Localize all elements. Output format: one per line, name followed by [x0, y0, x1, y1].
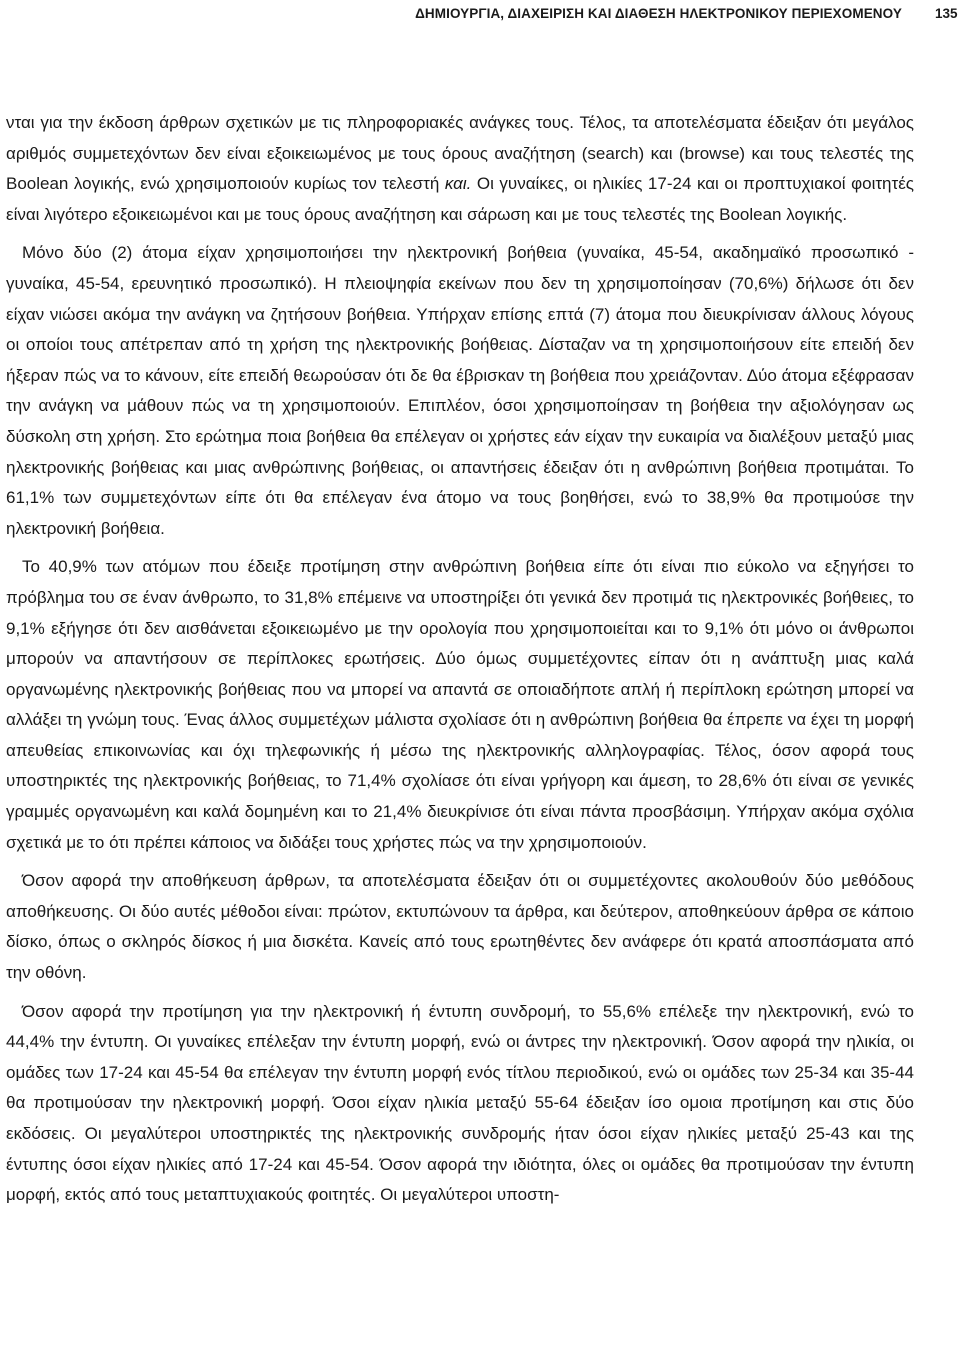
paragraph-1: [6, 108, 914, 230]
paragraph-5: Όσον αφορά την προτίμηση για την ηλεκτρονική ή έντυπη συνδρομή, το 55,6% επέλεξε την ηλεκτρονική, ενώ το 44,4% την έντυπη. Οι γυναίκες επέλεξαν την έντυπη μορφή, ενώ οι άντρες την ηλεκτρονική. Όσον αφορά την ηλικία, οι ομάδες των 17-24 και 45-54 θα επέλεγαν την έντυπη μορφή ενός τίτλου περιοδικού, ενώ οι ομάδες των 25-34 και 35-44 θα προτιμούσαν την ηλεκτρονική μορφή. Όσοι είχαν ηλικία μεταξύ 55-64 έδειξαν ίσο ομοια προτίμηση και στις δύο εκδόσεις. Οι μεγαλύτεροι υποστηρικτές της ηλεκτρονικής συνδρομής ήταν όσοι είχαν ηλικίες μεταξύ 25-43 και της έντυπης όσοι είχαν ηλικίες από 17-24 και 45-54. Όσον αφορά την ιδιότητα, όλες οι ομάδες θα προτιμούσαν την έντυπη μορφή, εκτός από τους μεταπτυχιακούς φοιτητές. Οι μεγαλύτεροι υποστη-: [6, 1001, 914, 1205]
page-number: 135: [935, 5, 958, 21]
running-header-title: ΔΗΜΙΟΥΡΓΙΑ, ΔΙΑΧΕΙΡΙΣΗ ΚΑΙ ΔΙΑΘΕΣΗ ΗΛΕΚΤΡΟΝΙΚΟΥ ΠΕΡΙΕΧΟΜΕΝΟΥ: [415, 5, 902, 21]
body-text: [6, 108, 914, 1211]
paragraph-3: Το 40,9% των ατόμων που έδειξε προτίμηση στην ανθρώπινη βοήθεια είπε ότι είναι πιο εύκολο να εξηγήσει το πρόβλημα του σε έναν άνθρωπο, το 31,8% επέμεινε να υποστηρίξει ότι γενικά δεν προτιμά τις ηλεκτρονικές βοήθειες, το 9,1% εξήγησε ότι δεν αισθάνεται εξοικειωμένο με την ορολογία που χρησιμοποιείται και το 9,1% ότι μόνο οι άνθρωποι μπορούν να απαντήσουν σε περίπλοκες ερωτήσεις. Δύο όμως συμμετέχοντες είπαν ότι η ανάπτυξη μιας καλά οργανωμένης ηλεκτρονικής βοήθειας που να μπορεί να απαντά σε οποιαδήποτε απλή ή περίπλοκη ερώτηση μπορεί να αλλάξει τη γνώμη τους. Ένας άλλος συμμετέχων μάλιστα σχολίασε ότι η ανθρώπινη βοήθεια θα έπρεπε να έχει τη μορφή απευθείας επικοινωνίας και όχι τηλεφωνικής ή μέσω της ηλεκτρονικής αλληλογραφίας. Τέλος, όσον αφορά τους υποστηρικτές της ηλεκτρονικής βοήθειας, το 71,4% σχολίασε ότι είναι γρήγορη και άμεση, το 28,6% ότι είναι σε γενικές γραμμές οργανωμένη και καλά δομημένη και το 21,4% διευκρίνισε ότι είναι πάντα προσβάσιμη. Υπήρχαν ακόμα σχόλια σχετικά με το ότι πρέπει κάποιος να διδάξει τους χρήστες πώς να την χρησιμοποιούν.: [6, 557, 914, 852]
paragraph-4: Όσον αφορά την αποθήκευση άρθρων, τα αποτελέσματα έδειξαν ότι οι συμμετέχοντες ακολουθούν δύο μεθόδους αποθήκευσης. Οι δύο αυτές μέθοδοι είναι: πρώτον, εκτυπώνουν τα άρθρα, και δεύτερον, αποθηκεύουν άρθρα σε κάποιο δίσκο, όπως ο σκληρός δίσκος ή μια δισκέτα. Κανείς από τους ερωτηθέντες δεν ανάφερε ότι κρατά αποσπάσματα από την οθόνη.: [6, 871, 914, 983]
running-header: [262, 1, 902, 25]
paragraph-1-text-b: Οι γυναίκες, οι ηλικίες 17-24 και οι προπτυχιακοί φοιτητές είναι λιγότερο εξοικειωμένοι και με τους όρους αναζήτηση και σάρωση και με τους τελεστές της Boolean λογικής.: [6, 174, 915, 224]
paragraph-1-italic: και.: [444, 174, 472, 194]
paragraph-2: Μόνο δύο (2) άτομα είχαν χρησιμοποιήσει την ηλεκτρονική βοήθεια (γυναίκα, 45-54, ακαδημαϊκό προσωπικό - γυναίκα, 45-54, ερευνητικό προσωπικό). Η πλειοψηφία εκείνων που δεν τη χρησιμοποίησαν (70,6%) δήλωσε ότι δεν είχαν νιώσει ακόμα την ανάγκη να ζητήσουν βοήθεια. Υπήρχαν επίσης επτά (7) άτομα που διευκρίνισαν άλλους λόγους οι οποίοι τους απέτρεπαν από τη χρήση της ηλεκτρονικής βοήθειας. Δίσταζαν να τη χρησιμοποιήσουν είτε επειδή δεν ήξεραν πώς να το κάνουν, είτε επειδή θεωρούσαν ότι δε θα έβρισκαν τη βοήθεια που χρειάζονταν. Δύο άτομα εξέφρασαν την ανάγκη να μάθουν πώς να τη χρησιμοποιούν. Επιπλέον, όσοι χρησιμοποίησαν τη βοήθεια την αξιολόγησαν ως δύσκολη στη χρήση. Στο ερώτημα ποια βοήθεια θα επέλεγαν οι χρήστες εάν είχαν την ευκαιρία να διαλέξουν μεταξύ μιας ηλεκτρονικής βοήθειας και μιας ανθρώπινης βοήθειας, οι απαντήσεις έδειξαν ότι η ανθρώπινη βοήθεια προτιμάται. Το 61,1% των συμμετεχόντων είπε ότι θα επέλεγαν ένα άτομο να τους βοηθήσει, ενώ το 38,9% θα προτιμούσε την ηλεκτρονική βοήθεια.: [6, 243, 914, 538]
paragraph-1-text-a: νται για την έκδοση άρθρων σχετικών με τις πληροφοριακές ανάγκες τους. Τέλος, τα αποτελέσματα έδειξαν ότι μεγάλος αριθμός συμμετεχόντων δεν είναι εξοικειωμένος με τους όρους αναζήτηση (search) και (browse) και τους τελεστές της Boolean λογικής, ενώ χρησιμοποιούν κυρίως τον τελεστή: [6, 113, 914, 194]
